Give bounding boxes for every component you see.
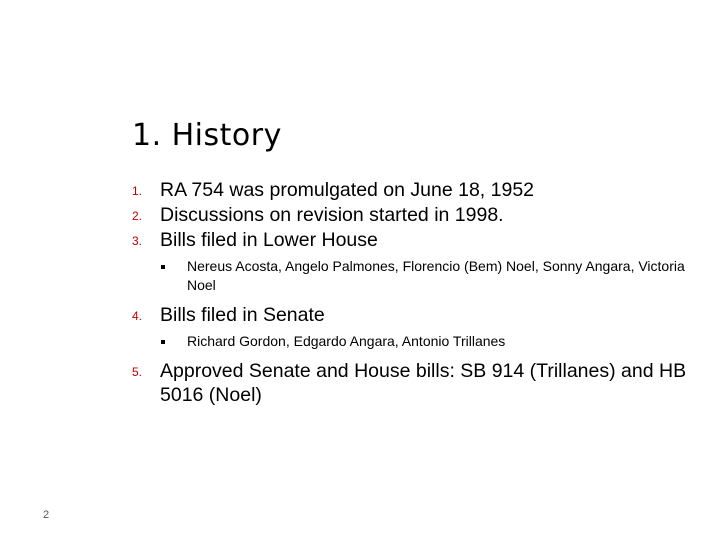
list-item [132, 228, 692, 295]
title-text: History [171, 118, 282, 153]
list-item-text: Bills filed in Lower House [160, 229, 378, 251]
list-number: 2. [132, 209, 143, 223]
sub-list [160, 332, 692, 351]
list-item-text: Bills filed in Senate [160, 304, 325, 326]
list-item [132, 303, 692, 351]
slide-title [132, 118, 282, 153]
sub-list-item-text: Richard Gordon, Edgardo Angara, Antonio Trillanes [187, 333, 506, 349]
bullet-icon [161, 340, 165, 344]
sub-list-item [160, 257, 692, 295]
sub-list [160, 257, 692, 295]
sub-list-item [160, 332, 692, 351]
list-item-text: RA 754 was promulgated on June 18, 1952 [160, 179, 535, 201]
list-item-text: Discussions on revision started in 1998. [160, 204, 504, 226]
title-number: 1. [132, 118, 162, 153]
list-item [132, 178, 692, 202]
page-number: 2 [43, 509, 50, 521]
list-item-text: Approved Senate and House bills: SB 914 (Trillanes) and HB 5016 (Noel) [160, 360, 687, 406]
history-list [132, 178, 692, 408]
list-number: 5. [132, 365, 143, 379]
list-item [132, 359, 692, 407]
list-number: 1. [132, 184, 143, 198]
list-number: 3. [132, 234, 143, 248]
bullet-icon [161, 265, 165, 269]
list-number: 4. [132, 309, 143, 323]
sub-list-item-text: Nereus Acosta, Angelo Palmones, Florencio (Bem) Noel, Sonny Angara, Victoria Noel [187, 258, 685, 293]
list-item [132, 203, 692, 227]
